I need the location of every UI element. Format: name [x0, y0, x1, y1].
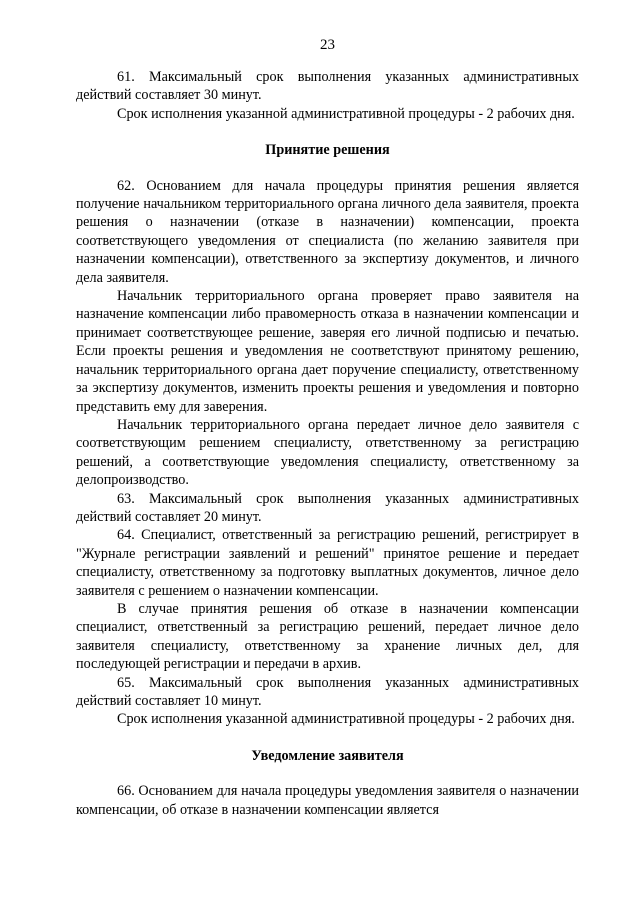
paragraph-64: 64. Специалист, ответственный за регистрацию решений, регистрирует в "Журнале регистрации заявлений и решений" принятое решение и передает специалисту, ответственному за подготовку выплатных документов, личное дело заявителя с решением о назначении компенсации.	[76, 527, 579, 599]
paragraph-63: 63. Максимальный срок выполнения указанных административных действий составляет 20 минут.	[76, 490, 579, 525]
section-heading-decision: Принятие решения	[265, 142, 390, 159]
document-page	[76, 36, 579, 819]
paragraph-66: 66. Основанием для начала процедуры уведомления заявителя о назначении компенсации, об отказе в назначении компенсации является	[76, 783, 579, 818]
paragraph-deadline-1: Срок исполнения указанной административной процедуры - 2 рабочих дня.	[117, 105, 575, 122]
section-heading-notification: Уведомление заявителя	[251, 747, 404, 764]
page-number: 23	[320, 37, 335, 53]
paragraph-head-checks: Начальник территориального органа проверяет право заявителя на назначение компенсации либо правомерность отказа в назначении компенсации и принимает соответствующее решение, заверяя его личной подписью и печатью. Если проекты решения и уведомления не соответствуют принятому решению, начальник территориального органа дает поручение специалисту, ответственному за экспертизу документов, изменить проекты решения и уведомления и повторно представить ему для заверения.	[76, 288, 579, 415]
paragraph-65: 65. Максимальный срок выполнения указанных административных действий составляет 10 минут.	[76, 674, 579, 709]
paragraph-head-transfers: Начальник территориального органа передает личное дело заявителя с соответствующим решением специалисту, ответственному за регистрацию решений, а соответствующие уведомления специалисту, ответственному за делопроизводство.	[76, 416, 579, 489]
paragraph-refusal-case: В случае принятия решения об отказе в назначении компенсации специалист, ответственный за регистрацию решений, передает личное дело заявителя специалисту, ответственному за хранение личных дел, для последующей регистрации и передачи в архив.	[76, 600, 579, 673]
paragraph-deadline-2: Срок исполнения указанной административной процедуры - 2 рабочих дня.	[117, 711, 575, 728]
paragraph-62: 62. Основанием для начала процедуры принятия решения является получение начальником территориального органа личного дела заявителя, проекта решения о назначении (отказе в назначении) компенсации, проекта соответствующего уведомления от специалиста (по желанию заявителя при назначении компенсации), ответственного за экспертизу документов, и личного дела заявителя.	[76, 177, 579, 286]
paragraph-61: 61. Максимальный срок выполнения указанных административных действий составляет 30 минут.	[76, 69, 579, 104]
